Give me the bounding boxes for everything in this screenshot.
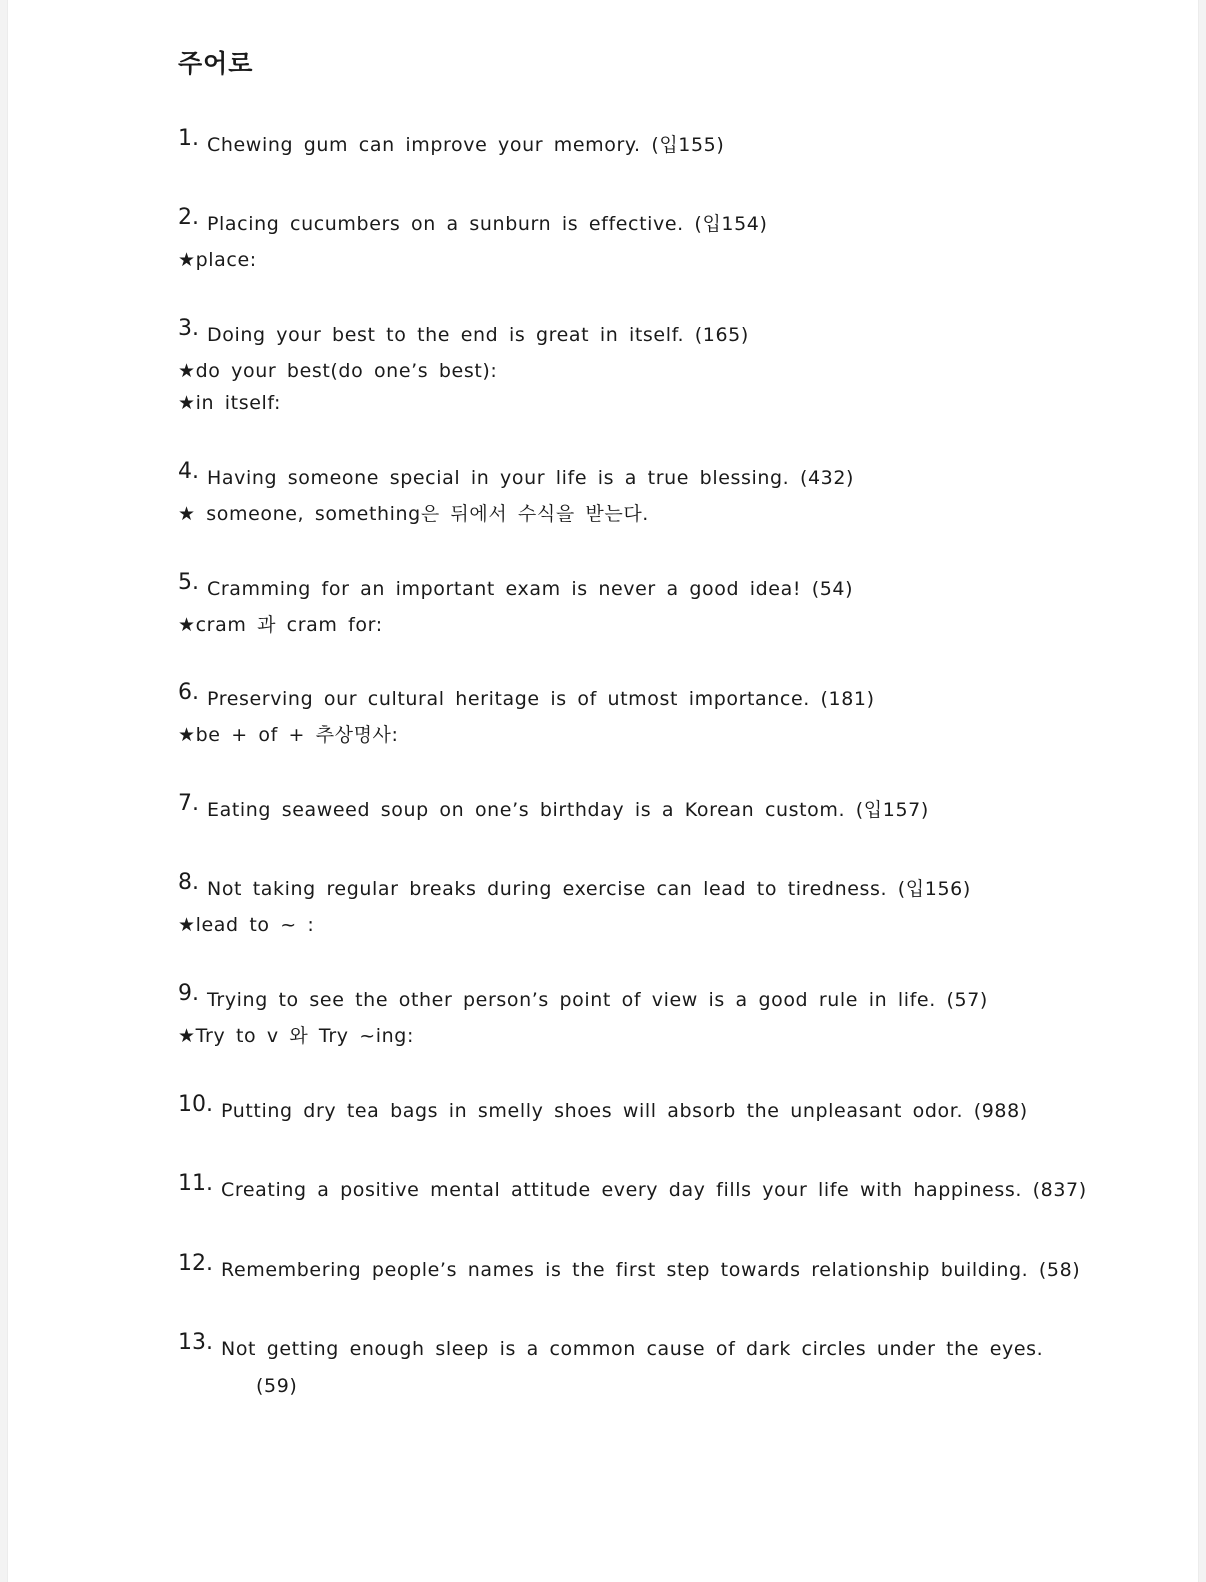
item-sentence: Preserving our cultural heritage is of utmost importance. (181) (207, 688, 875, 710)
item-sentence: Not taking regular breaks during exercise can lead to tiredness. (입156) (207, 878, 971, 900)
item-sentence: Chewing gum can improve your memory. (입155) (207, 134, 725, 156)
question-line (178, 316, 1058, 347)
list-item (178, 680, 1058, 747)
list-item (178, 126, 1058, 157)
item-number: 11. (178, 1171, 213, 1196)
item-sentence: Eating seaweed soup on one’s birthday is a Korean custom. (입157) (207, 799, 929, 821)
list-item (178, 981, 1058, 1048)
item-number: 3. (178, 316, 199, 341)
page-margin-right (1198, 0, 1206, 1582)
list-item (178, 1330, 1058, 1397)
item-number: 8. (178, 870, 199, 895)
vocab-note: ★place: (178, 248, 257, 271)
list-item (178, 570, 1058, 637)
item-continuation: (59) (256, 1374, 298, 1397)
item-sentence: Putting dry tea bags in smelly shoes will absorb the unpleasant odor. (988) (221, 1100, 1028, 1122)
item-number: 5. (178, 570, 199, 595)
question-line (178, 1251, 1081, 1282)
list-item (178, 459, 1058, 526)
question-line (178, 870, 1058, 901)
question-line (178, 126, 1058, 157)
item-number: 7. (178, 791, 199, 816)
vocab-note: ★lead to ~ : (178, 913, 315, 936)
item-sentence: Creating a positive mental attitude every day fills your life with happiness. (837) (221, 1179, 1087, 1201)
list-item (178, 1092, 1058, 1123)
item-number: 4. (178, 459, 199, 484)
item-sentence: Doing your best to the end is great in itself. (165) (207, 324, 749, 346)
vocab-note: ★in itself: (178, 391, 282, 414)
question-line (178, 205, 1058, 236)
question-line (178, 1171, 1087, 1202)
item-number: 2. (178, 205, 199, 230)
list-item (178, 205, 1058, 272)
page-margin-left (0, 0, 8, 1582)
item-sentence: Placing cucumbers on a sunburn is effective. (입154) (207, 213, 768, 235)
item-sentence: Cramming for an important exam is never a good idea! (54) (207, 578, 854, 600)
item-sentence: Remembering people’s names is the first step towards relationship building. (58) (221, 1259, 1081, 1281)
question-line (178, 459, 1058, 490)
item-number: 12. (178, 1251, 213, 1276)
question-line (178, 1092, 1058, 1123)
item-number: 6. (178, 680, 199, 705)
list-item (178, 316, 1058, 414)
list-item (178, 1251, 1081, 1282)
vocab-note: ★Try to v 와 Try ~ing: (178, 1024, 414, 1047)
list-item (178, 791, 1058, 822)
question-line (178, 680, 1058, 711)
item-sentence: Not getting enough sleep is a common cause of dark circles under the eyes. (221, 1338, 1044, 1360)
item-number: 9. (178, 981, 199, 1006)
list-item (178, 1171, 1087, 1202)
item-number: 10. (178, 1092, 213, 1117)
item-number: 1. (178, 126, 199, 151)
vocab-note: ★be + of + 추상명사: (178, 723, 399, 746)
document-page (8, 0, 1198, 1582)
item-number: 13. (178, 1330, 213, 1355)
list-item (178, 870, 1058, 937)
question-line (178, 791, 1058, 822)
item-sentence: Trying to see the other person’s point of view is a good rule in life. (57) (207, 989, 988, 1011)
page-title: 주어로 (178, 49, 254, 78)
vocab-note: ★do your best(do one’s best): (178, 359, 498, 382)
item-sentence: Having someone special in your life is a true blessing. (432) (207, 467, 855, 489)
vocab-note: ★ someone, something은 뒤에서 수식을 받는다. (178, 502, 649, 525)
vocab-note: ★cram 과 cram for: (178, 613, 383, 636)
question-line (178, 981, 1058, 1012)
question-line (178, 570, 1058, 601)
question-line (178, 1330, 1058, 1361)
